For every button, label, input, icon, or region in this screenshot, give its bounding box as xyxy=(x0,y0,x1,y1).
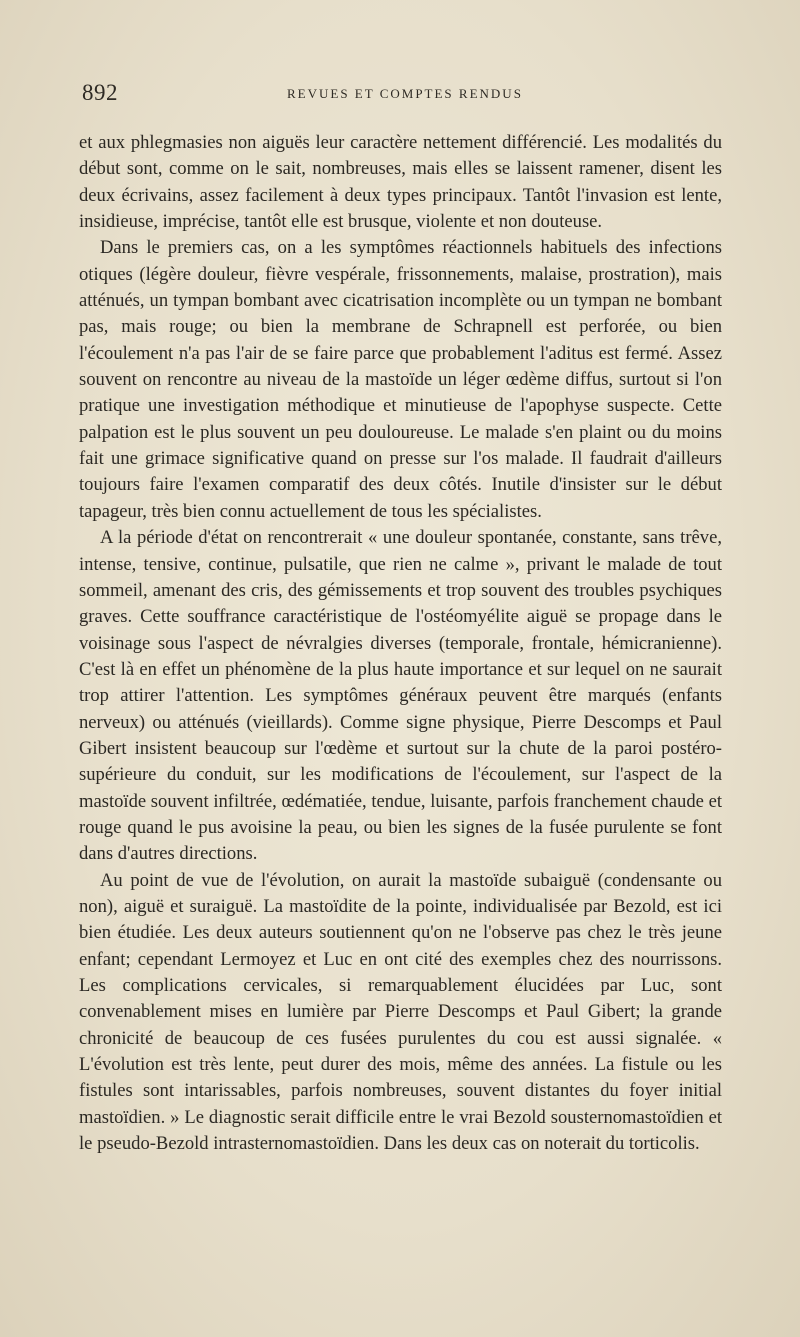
paragraph-2: Dans le premiers cas, on a les symptômes réactionnels habituels des infections otiques (légère douleur, fièvre vespérale, frissonnements, malaise, prostration), mais atténués, un tympan bombant avec cicatrisation incomplète ou un tympan ne bombant pas, mais rouge; ou bien la membrane de Schrapnell est perforée, ou bien l'écoulement n'a pas l'air de se faire parce que probablement l'aditus est fermé. Assez souvent on rencontre au niveau de la mastoïde un léger œdème diffus, surtout si l'on pratique une investigation méthodique et minutieuse de l'apophyse suspecte. Cette palpation est le plus souvent un peu douloureuse. Le malade s'en plaint ou du moins fait une grimace significative quand on presse sur l'os malade. Il faudrait d'ailleurs toujours faire l'examen comparatif des deux côtés. Inutile d'insister sur le début tapageur, très bien connu actuellement de tous les spécialistes. xyxy=(79,237,722,522)
paragraph-3: A la période d'état on rencontrerait « une douleur spontanée, constante, sans trêve, intense, tensive, continue, pulsatile, que rien ne calme », privant le malade de tout sommeil, amenant des cris, des gémissements et trop souvent des troubles psychiques graves. Cette souffrance caractéristique de l'ostéomyélite aiguë se propage dans le voisinage sous l'aspect de névralgies diverses (temporale, frontale, hémicranienne). C'est là en effet un phénomène de la plus haute importance et sur lequel on ne saurait trop attirer l'attention. Les symptômes généraux peuvent être marqués (enfants nerveux) ou atténués (vieillards). Comme signe physique, Pierre Descomps et Paul Gibert insistent beaucoup sur l'œdème et surtout sur la chute de la paroi postéro-supérieure du conduit, sur les modifications de l'écoulement, sur l'aspect de la mastoïde souvent infiltrée, œdématiée, tendue, luisante, parfois franchement chaude et rouge quand le pus avoisine la peau, ou bien les signes de la fusée purulente se font dans d'autres directions. xyxy=(79,527,722,865)
paragraph-4: Au point de vue de l'évolution, on aurait la mastoïde subaiguë (condensante ou non), aiguë et suraiguë. La mastoïdite de la pointe, individualisée par Bezold, est ici bien étudiée. Les deux auteurs soutiennent qu'on ne l'observe pas chez le très jeune enfant; cependant Lermoyez et Luc en ont cité des exemples chez des nourrissons. Les complications cervicales, si remarquablement élucidées par Luc, sont convenablement mises en lumière par Pierre Descomps et Paul Gibert; la grande chronicité de beaucoup de ces fusées purulentes du cou est aussi signalée. « L'évolution est très lente, peut durer des mois, même des années. La fistule ou les fistules sont intarissables, parfois nombreuses, souvent distantes du foyer initial mastoïdien. » Le diagnostic serait difficile entre le vrai Bezold sousternomastoïdien et le pseudo-Bezold intrasternomastoïdien. Dans les deux cas on noterait du torticolis. xyxy=(79,869,722,1155)
page-number: 892 xyxy=(82,80,118,105)
page-header xyxy=(82,80,732,110)
running-title: REVUES ET COMPTES RENDUS xyxy=(287,86,523,101)
body-text xyxy=(79,130,722,1157)
paragraph-1: et aux phlegmasies non aiguës leur caractère nettement différencié. Les modalités du début sont, comme on le sait, nombreuses, mais elles se laissent ramener, disent les deux écrivains, assez facilement à deux types principaux. Tantôt l'invasion est lente, insidieuse, imprécise, tantôt elle est brusque, violente et non douteuse. xyxy=(79,132,722,233)
